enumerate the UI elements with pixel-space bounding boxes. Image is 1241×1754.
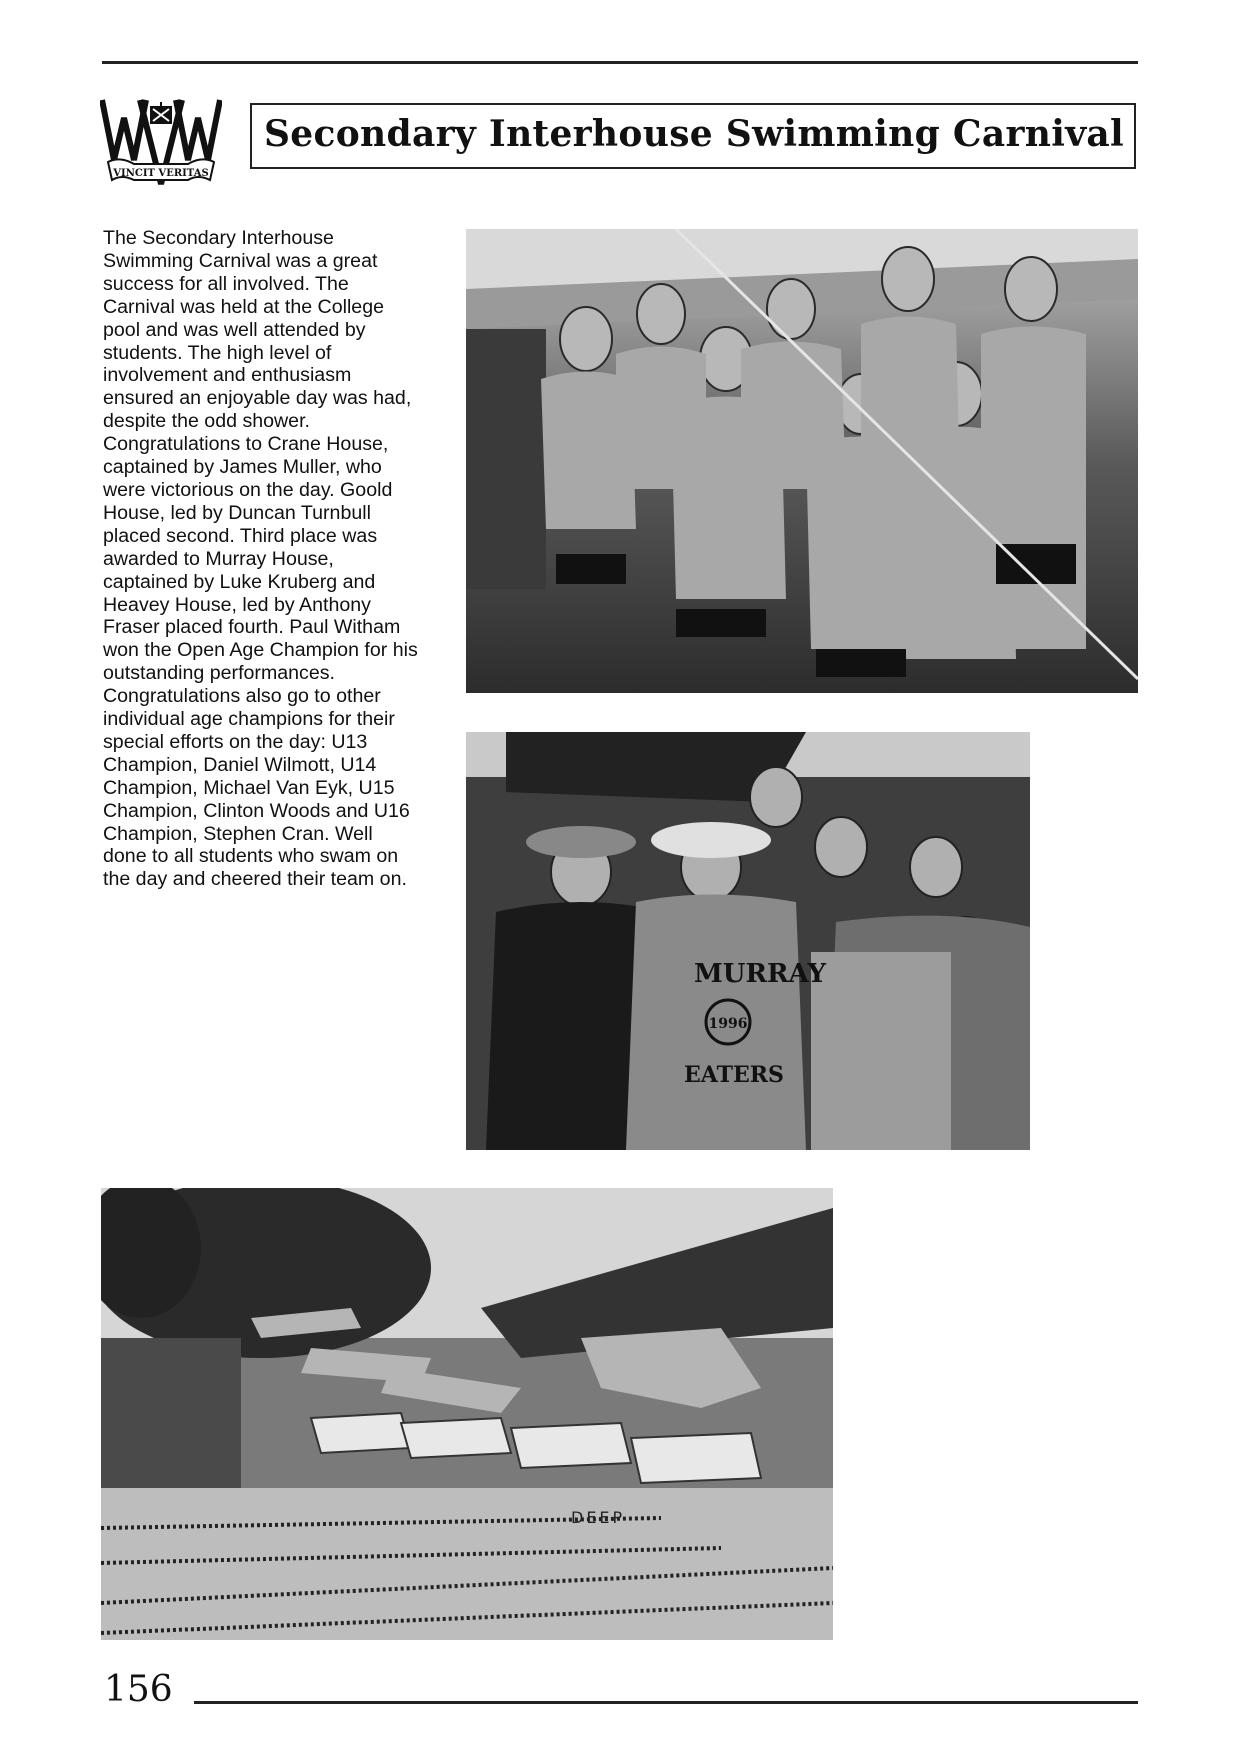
- pool-deck-text: DEEP: [571, 1508, 626, 1527]
- page-number: 156: [104, 1669, 173, 1710]
- shirt-text-eaters: EATERS: [684, 1062, 784, 1088]
- college-crest: [100, 98, 222, 196]
- shirt-text-murray: MURRAY: [694, 959, 827, 989]
- top-rule: [102, 61, 1138, 64]
- bottom-rule: [194, 1701, 1138, 1704]
- cheering-spectators-photo: [466, 732, 1030, 1150]
- crest-motto: VINCIT VERITAS: [113, 168, 209, 179]
- page-title: Secondary Interhouse Swimming Carnival: [264, 113, 1125, 155]
- shirt-text-year: 1996: [708, 1016, 748, 1032]
- swimmers-group-photo: [466, 229, 1138, 693]
- race-start-photo: [101, 1188, 833, 1640]
- article-body: The Secondary Interhouse Swimming Carnival was a great success for all involved. The Carnival was held at the College pool and was well attended by students. The high level of involvement and enthusiasm ensured an enjoyable day was had, despite the odd shower. Congratulations to Crane House, captained by James Muller, who were victorious on the day. Goold House, led by Duncan Turnbull placed second. Third place was awarded to Murray House, captained by Luke Kruberg and Heavey House, led by Anthony Fraser placed fourth. Paul Witham won the Open Age Champion for his outstanding performances. Congratulations also go to other individual age champions for their special efforts on the day: U13 Champion, Daniel Wilmott, U14 Champion, Michael Van Eyk, U15 Champion, Clinton Woods and U16 Champion, Stephen Cran. Well done to all students who swam on the day and cheered their team on.: [103, 227, 418, 891]
- title-box: [250, 103, 1136, 169]
